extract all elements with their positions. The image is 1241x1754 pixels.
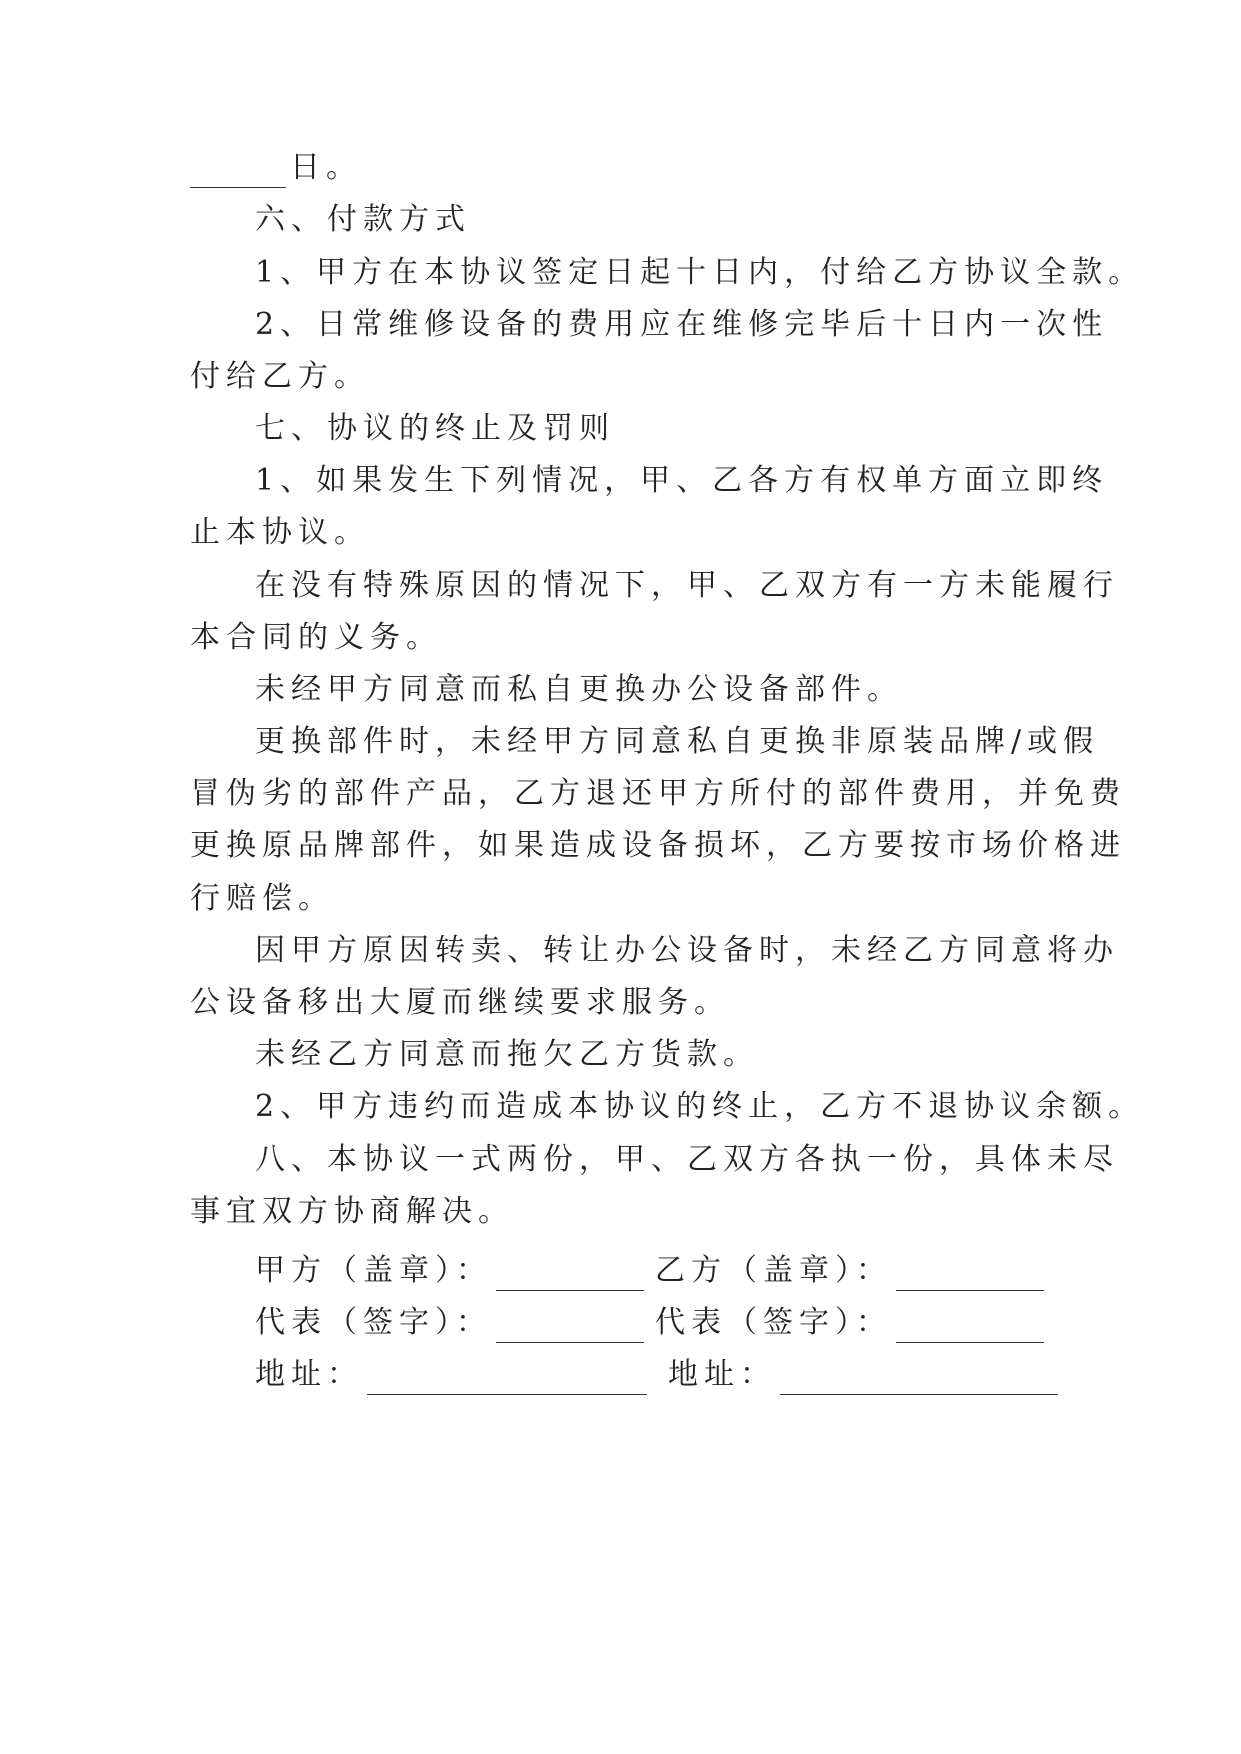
paragraph-line: 未经甲方同意而私自更换办公设备部件。 xyxy=(255,672,903,707)
paragraph-line: 在没有特殊原因的情况下，甲、乙双方有一方未能履行 xyxy=(255,568,1119,603)
paragraph-line: 2、甲方违约而造成本协议的终止，乙方不退协议余额。 xyxy=(255,1089,1145,1124)
signature-row-seal xyxy=(255,1251,1065,1291)
paragraph-line: 1、甲方在本协议签定日起十日内，付给乙方协议全款。 xyxy=(255,255,1145,290)
paragraph-line xyxy=(190,148,1070,188)
party-b-address-blank xyxy=(780,1364,1058,1395)
party-a-address-blank xyxy=(367,1364,647,1395)
party-a-seal xyxy=(255,1251,644,1291)
line-text: 日。 xyxy=(290,150,362,185)
paragraph-line: 本合同的义务。 xyxy=(190,620,442,655)
party-b-seal-label: 乙方（盖章）： xyxy=(655,1253,892,1288)
party-b-address-label: 地址： xyxy=(668,1357,776,1392)
paragraph-line: 因甲方原因转卖、转让办公设备时，未经乙方同意将办 xyxy=(255,933,1119,968)
paragraph-line: 冒伪劣的部件产品，乙方退还甲方所付的部件费用，并免费 xyxy=(190,776,1126,811)
section-heading: 六、付款方式 xyxy=(255,202,471,237)
signature-row-representative xyxy=(255,1303,1065,1343)
paragraph-line: 止本协议。 xyxy=(190,515,370,550)
paragraph-line: 事宜双方协商解决。 xyxy=(190,1194,514,1229)
paragraph-line: 2、日常维修设备的费用应在维修完毕后十日内一次性 xyxy=(255,307,1109,342)
party-b-representative xyxy=(655,1303,1044,1343)
paragraph-line: 1、如果发生下列情况，甲、乙各方有权单方面立即终 xyxy=(255,463,1109,498)
paragraph-line: 行赔偿。 xyxy=(190,881,334,916)
paragraph-line: 公设备移出大厦而继续要求服务。 xyxy=(190,985,730,1020)
paragraph-line: 更换原品牌部件，如果造成设备损坏，乙方要按市场价格进 xyxy=(190,828,1126,863)
party-b-address xyxy=(668,1355,1058,1395)
party-a-rep-label: 代表（签字）： xyxy=(255,1305,492,1340)
party-b-seal-blank xyxy=(896,1260,1044,1291)
party-a-address-label: 地址： xyxy=(255,1357,363,1392)
paragraph-line: 付给乙方。 xyxy=(190,359,370,394)
party-a-seal-label: 甲方（盖章）： xyxy=(255,1253,492,1288)
signature-row-address xyxy=(255,1355,1065,1395)
paragraph-line: 更换部件时，未经甲方同意私自更换非原装品牌/或假 xyxy=(255,724,1100,759)
paragraph-line: 未经乙方同意而拖欠乙方货款。 xyxy=(255,1037,759,1072)
party-a-rep-blank xyxy=(496,1312,644,1343)
party-a-seal-blank xyxy=(496,1260,644,1291)
party-b-seal xyxy=(655,1251,1044,1291)
section-heading: 七、协议的终止及罚则 xyxy=(255,411,615,446)
party-a-representative xyxy=(255,1303,644,1343)
party-b-rep-blank xyxy=(896,1312,1044,1343)
party-b-rep-label: 代表（签字）： xyxy=(655,1305,892,1340)
fill-in-blank xyxy=(190,157,286,188)
paragraph-line: 八、本协议一式两份，甲、乙双方各执一份，具体未尽 xyxy=(255,1142,1119,1177)
party-a-address xyxy=(255,1355,647,1395)
